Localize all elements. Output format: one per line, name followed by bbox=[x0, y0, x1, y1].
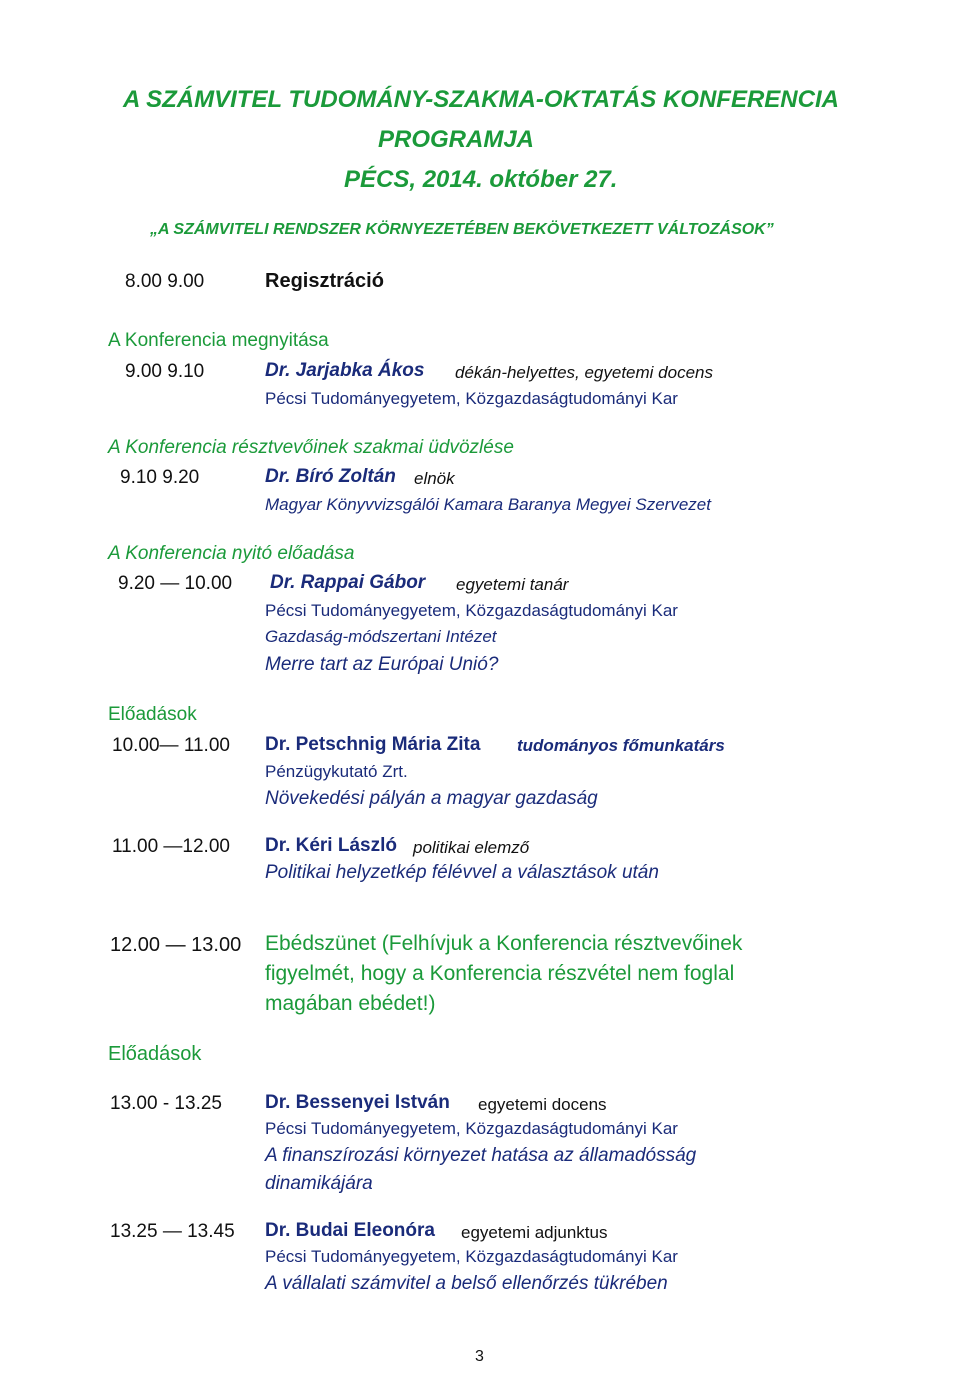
talk1-time: 10.00— 11.00 bbox=[112, 735, 230, 756]
keynote-speaker-role: egyetemi tanár bbox=[456, 575, 569, 594]
welcome-institution: Magyar Könyvvizsgálói Kamara Baranya Megyei Szervezet bbox=[265, 495, 711, 514]
presentations-heading-2: Előadások bbox=[108, 1043, 202, 1065]
talk2-time: 11.00 —12.00 bbox=[112, 836, 230, 857]
talk4-speaker-role: egyetemi adjunktus bbox=[461, 1223, 608, 1242]
talk3-time: 13.00 - 13.25 bbox=[110, 1093, 222, 1114]
talk3-speaker-role: egyetemi docens bbox=[478, 1095, 607, 1114]
keynote-heading: A Konferencia nyitó előadása bbox=[108, 543, 355, 564]
talk2-speaker-role: politikai elemző bbox=[413, 838, 530, 857]
welcome-speaker-name: Dr. Bíró Zoltán bbox=[265, 466, 396, 487]
registration-time: 8.00 9.00 bbox=[125, 271, 205, 292]
keynote-speaker-name: Dr. Rappai Gábor bbox=[270, 572, 426, 593]
presentations-heading: Előadások bbox=[108, 704, 197, 725]
conference-date: PÉCS, 2014. október 27. bbox=[344, 166, 618, 193]
lunch-note-line3: magában ebédet!) bbox=[265, 992, 436, 1015]
talk1-speaker-role: tudományos főmunkatárs bbox=[517, 736, 725, 755]
lunch-note-line2: figyelmét, hogy a Konferencia részvétel nem foglal bbox=[265, 962, 735, 985]
welcome-time: 9.10 9.20 bbox=[120, 467, 200, 488]
talk4-title: A vállalati számvitel a belső ellenőrzés tükrében bbox=[265, 1273, 668, 1294]
welcome-heading: A Konferencia résztvevőinek szakmai üdvözlése bbox=[108, 437, 514, 458]
opening-speaker-name: Dr. Jarjabka Ákos bbox=[265, 360, 425, 381]
registration-label: Regisztráció bbox=[265, 270, 384, 292]
talk2-title: Politikai helyzetkép félévvel a választások után bbox=[265, 862, 659, 883]
talk1-institution: Pénzügykutató Zrt. bbox=[265, 762, 408, 781]
talk1-title: Növekedési pályán a magyar gazdaság bbox=[265, 788, 598, 809]
conference-title-line1: A SZÁMVITEL TUDOMÁNY-SZAKMA-OKTATÁS KONFERENCIA bbox=[123, 86, 839, 113]
keynote-institution: Pécsi Tudományegyetem, Közgazdaságtudományi Kar bbox=[265, 601, 678, 620]
lunch-note-line1: Ebédszünet (Felhívjuk a Konferencia résztvevőinek bbox=[265, 932, 743, 955]
talk3-institution: Pécsi Tudományegyetem, Közgazdaságtudományi Kar bbox=[265, 1119, 678, 1138]
talk3-title-line1: A finanszírozási környezet hatása az államadósság bbox=[265, 1145, 697, 1166]
page-number: 3 bbox=[475, 1348, 484, 1365]
welcome-speaker-role: elnök bbox=[414, 469, 455, 488]
talk3-speaker-name: Dr. Bessenyei István bbox=[265, 1092, 450, 1113]
talk2-speaker-name: Dr. Kéri László bbox=[265, 835, 397, 856]
opening-heading: A Konferencia megnyitása bbox=[108, 330, 329, 351]
talk4-speaker-name: Dr. Budai Eleonóra bbox=[265, 1220, 435, 1241]
conference-title-line2: PROGRAMJA bbox=[378, 126, 535, 153]
opening-time: 9.00 9.10 bbox=[125, 361, 205, 382]
conference-subtitle: „A SZÁMVITELI RENDSZER KÖRNYEZETÉBEN BEKÖVETKEZETT VÁLTOZÁSOK” bbox=[150, 221, 774, 238]
opening-speaker-role: dékán-helyettes, egyetemi docens bbox=[455, 363, 713, 382]
opening-institution: Pécsi Tudományegyetem, Közgazdaságtudományi Kar bbox=[265, 389, 678, 408]
lunch-time: 12.00 — 13.00 bbox=[110, 934, 242, 956]
talk1-speaker-name: Dr. Petschnig Mária Zita bbox=[265, 734, 481, 755]
talk4-institution: Pécsi Tudományegyetem, Közgazdaságtudományi Kar bbox=[265, 1247, 678, 1266]
keynote-department: Gazdaság-módszertani Intézet bbox=[265, 627, 497, 646]
keynote-time: 9.20 — 10.00 bbox=[118, 573, 233, 594]
talk4-time: 13.25 — 13.45 bbox=[110, 1221, 235, 1242]
talk3-title-line2: dinamikájára bbox=[265, 1173, 373, 1194]
keynote-talk-title: Merre tart az Európai Unió? bbox=[265, 654, 499, 675]
